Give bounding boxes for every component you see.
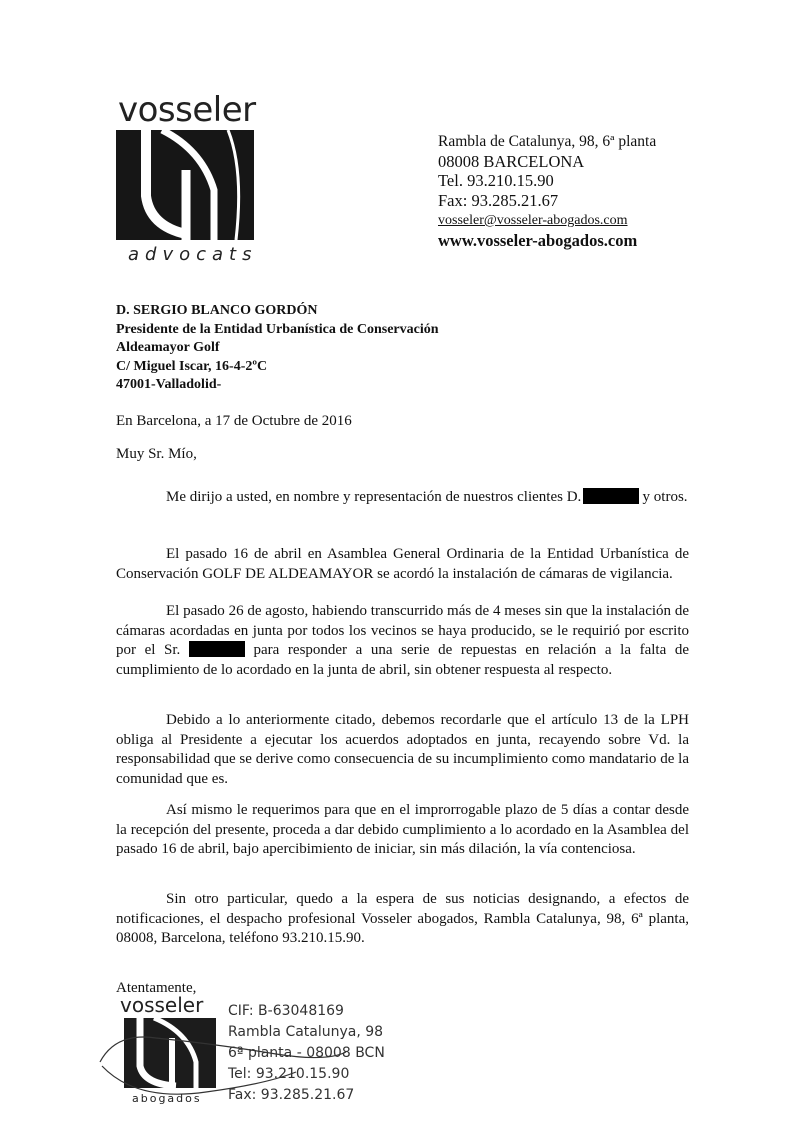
paragraph-4-text: Debido a lo anteriormente citado, debemos recordarle que el artículo 13 de la LPH obliga al Presidente a ejecutar los acuerdos adoptados en junta, recayendo sobre Vd. la responsabilidad que se derive como consecuencia de su incumplimiento como mandatario de la comunidad que es.: [116, 712, 689, 787]
stamp-fax: Fax: 93.285.21.67: [228, 1087, 355, 1103]
recipient-entity: Aldeamayor Golf: [116, 340, 220, 355]
recipient-street: C/ Miguel Iscar, 16-4-2ºC: [116, 358, 268, 374]
stamp-tagline: abogados: [132, 1092, 202, 1105]
paragraph-6: [116, 890, 689, 949]
stamp-details: [228, 1001, 385, 1106]
recipient-block: [116, 302, 439, 395]
paragraph-5: [116, 801, 689, 860]
logo-wordmark: vosseler: [118, 90, 256, 130]
recipient-city: 47001-Valladolid-: [116, 377, 222, 392]
date-line: En Barcelona, a 17 de Octubre de 2016: [116, 413, 352, 429]
contact-tel: Tel. 93.210.15.90: [438, 171, 554, 190]
recipient-title: Presidente de la Entidad Urbanística de Conservación: [116, 321, 439, 337]
paragraph-3-text: El pasado 26 de agosto, habiendo transcurrido más de 4 meses sin que la instalación de cámaras acordadas en junta por todos los vecinos se haya producido, se le requirió por escrito por el Sr.: [116, 603, 689, 659]
redaction-bar: [583, 488, 639, 504]
stamp-tel: Tel: 93.210.15.90: [228, 1066, 350, 1082]
paragraph-4: [116, 711, 689, 789]
recipient-name: D. SERGIO BLANCO GORDÓN: [116, 303, 318, 318]
salutation: Muy Sr. Mío,: [116, 446, 197, 462]
paragraph-1: [116, 488, 689, 508]
paragraph-3: [116, 602, 689, 680]
paragraph-2-text: El pasado 16 de abril en Asamblea General Ordinaria de la Entidad Urbanística de Conservación GOLF DE ALDEAMAYOR se acordó la instalación de cámaras de vigilancia.: [116, 546, 689, 582]
stamp-floor: 6ª planta - 08008 BCN: [228, 1045, 385, 1061]
letterhead-logo: [116, 90, 266, 274]
paragraph-6-text: Sin otro particular, quedo a la espera de sus noticias designando, a efectos de notificaciones, el despacho profesional Vosseler abogados, Rambla Catalunya, 98, 6ª planta, 08008, Barcelona, teléfono 93.210.15.90.: [116, 891, 689, 947]
stamp-wordmark: vosseler: [120, 993, 204, 1017]
contact-city: 08008 BARCELONA: [438, 151, 585, 171]
paragraph-5-text: Así mismo le requerimos para que en el improrrogable plazo de 5 días a contar desde la recepción del presente, proceda a dar debido cumplimiento a lo acordado en la Asamblea del pasado 16 de abril, bajo apercibimiento de iniciar, sin más dilación, la vía contenciosa.: [116, 802, 689, 858]
paragraph-1-text: Me dirijo a usted, en nombre y representación de nuestros clientes D.: [166, 489, 582, 505]
stamp-street: Rambla Catalunya, 98: [228, 1024, 384, 1040]
redaction-bar: [189, 641, 245, 657]
paragraph-2: [116, 545, 689, 584]
paragraph-3-end: para responder a una serie de repuestas en relación a la falta de cumplimiento de lo acordado en la junta de abril, sin obtener respuesta al respecto.: [116, 642, 689, 678]
contact-email-link[interactable]: vosseler@vosseler-abogados.com: [438, 213, 628, 228]
contact-address: Rambla de Catalunya, 98, 6ª planta: [438, 133, 657, 150]
logo-tagline: advocats: [128, 244, 258, 265]
paragraph-1-end: y otros.: [642, 489, 688, 505]
closing: Atentamente,: [116, 980, 197, 996]
contact-fax: Fax: 93.285.21.67: [438, 190, 559, 210]
contact-website[interactable]: www.vosseler-abogados.com: [438, 230, 638, 250]
stamp-cif: CIF: B-63048169: [228, 1003, 344, 1019]
contact-block: [438, 132, 656, 250]
